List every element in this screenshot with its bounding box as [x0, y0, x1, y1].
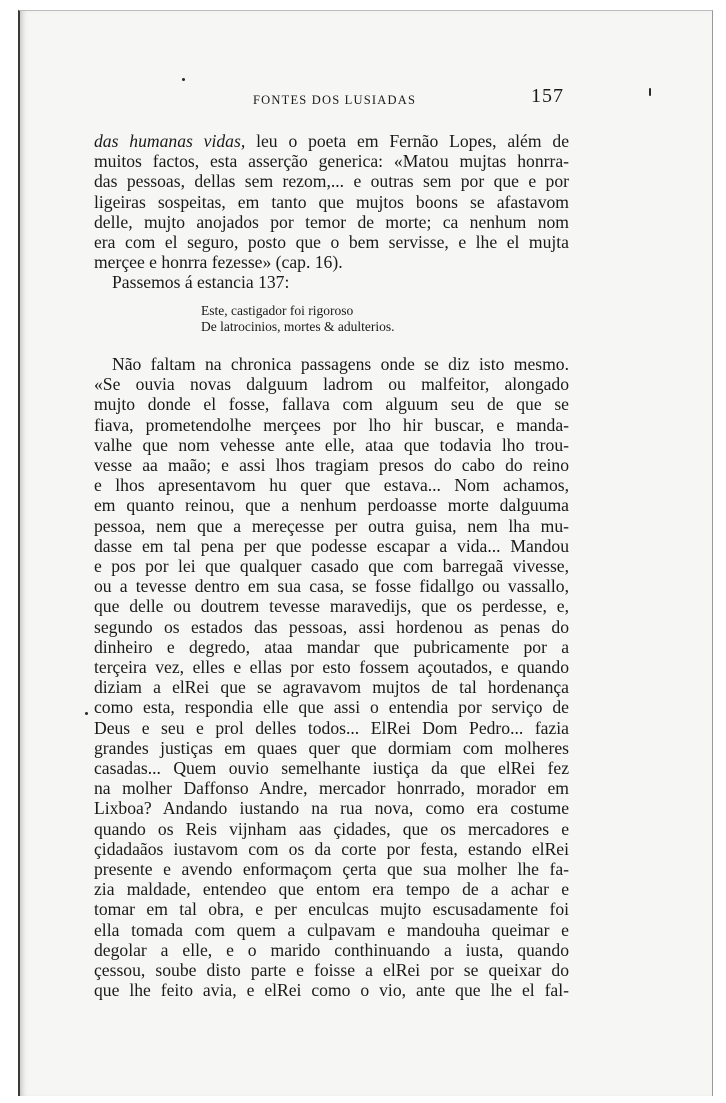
- paragraph-2-line: diziam a elRei que se agravavom mujtos de tal hordenança: [94, 677, 569, 698]
- paragraph-2-line: presente e avendo enformaçom çerta que sua molher lhe fa-: [94, 859, 569, 880]
- paragraph-2-line: ella tomada com quem a culpavam e mandouha queimar e: [94, 919, 569, 940]
- paragraph-2-line: Lixboa? Andando iustando na rua nova, como era costume: [94, 798, 569, 819]
- paragraph-2-line: Não faltam na chronica passagens onde se diz isto mesmo.: [112, 354, 569, 374]
- paragraph-1-line-1-rest: leu o poeta em Fernão Lopes, além de: [245, 131, 570, 151]
- paragraph-2-line: e lhos apresentavom hu quer que estava... Nom achamos,: [94, 475, 569, 496]
- intro-line: Passemos á estancia 137:: [112, 272, 290, 293]
- paragraph-2-line: que delle ou doutrem tevesse maravedijs, que os perdesse, e,: [94, 596, 569, 617]
- verse-quotation: [201, 303, 394, 334]
- paragraph-1-line: ligeiras sospeitas, em tanto que mujtos boons se afastavom: [94, 191, 569, 212]
- page-number: 157: [531, 85, 564, 107]
- verse-line: De latrocinios, mortes & adulterios.: [201, 318, 395, 334]
- paragraph-2-line: como esta, respondia elle que assi o entendia por serviço de: [94, 697, 569, 718]
- paragraph-1-line-1: [94, 131, 569, 151]
- paragraph-2: [94, 354, 569, 1001]
- paragraph-2-line: e pos por lei que qualquer casado que com barregaã vivesse,: [94, 556, 569, 577]
- paragraph-2-line: degolar a elle, e o marido conthinuando a iusta, quando: [94, 939, 569, 960]
- paragraph-2-line: grandes justiças em quaes quer que dormiam com molheres: [94, 737, 569, 758]
- paragraph-2-line: çidadaãos iustavom com os da corte por festa, estando elRei: [94, 838, 569, 859]
- paragraph-2-line: dinheiro e degredo, ataa mandar que pubricamente por a: [94, 636, 569, 657]
- paragraph-2-line: zia maldade, entendeo que entom era tempo de a achar e: [94, 879, 569, 900]
- paragraph-1-line: das pessoas, dellas sem rezom,... e outras sem por que e por: [94, 171, 569, 192]
- speck-mark: [649, 88, 651, 96]
- paragraph-2-line: mujto donde el fosse, fallava com alguum seu de que se: [94, 394, 569, 415]
- speck-mark: [182, 78, 185, 81]
- verse-line: Este, castigador foi rigoroso: [201, 303, 354, 318]
- paragraph-1: [94, 131, 569, 293]
- paragraph-2-line: na molher Daffonso Andre, mercador honrrado, morador em: [94, 778, 569, 799]
- paragraph-2-line: «Se ouvia novas dalguum ladrom ou malfeitor, alongado: [94, 374, 569, 395]
- paragraph-2-line: quando os Reis vijnham aas çidades, que os mercadores e: [94, 818, 569, 839]
- paragraph-2-line: tomar em tal obra, e per enculcas mujto escusadamente foi: [94, 899, 569, 920]
- paragraph-2-line: Deus e seu e prol delles todos... ElRei Dom Pedro... fazia: [94, 717, 569, 738]
- speck-mark: [85, 712, 88, 715]
- paragraph-2-line: valhe que nom vehesse ante elle, ataa que todavia lho trou-: [94, 434, 569, 455]
- paragraph-2-line: segundo os estados das pessoas, assi hordenou as penas do: [94, 616, 569, 637]
- paragraph-1-line: era com el seguro, posto que o bem servisse, e lhe el mujta: [94, 232, 569, 253]
- paragraph-1-line: delle, mujto anojados por temor de morte; ca nenhum nom: [94, 211, 569, 232]
- paragraph-2-line: pessoa, nem que a mereçesse per outra guisa, nem lha mu-: [94, 515, 569, 536]
- italic-lead: das humanas vidas,: [94, 131, 246, 151]
- paragraph-1-line: muitos factos, esta asserção generica: «Matou mujtas honrra-: [94, 151, 569, 172]
- paragraph-2-line: ou a tevesse dentro em sua casa, se fosse fidallgo ou vassallo,: [94, 576, 569, 597]
- paragraph-2-line: em quanto reinou, que a nenhum perdoasse morte dalguuma: [94, 495, 569, 516]
- paragraph-2-line: fiava, prometendolhe merçees por lho hir buscar, e manda-: [94, 414, 569, 435]
- paragraph-2-line: çessou, soube disto parte e foisse a elRei por se queixar do: [94, 960, 569, 981]
- paragraph-1-line: merçee e honrra fezesse» (cap. 16).: [94, 252, 343, 273]
- paragraph-2-line: dasse em tal pena per que podesse escapar a vida... Mandou: [94, 535, 569, 556]
- paragraph-2-line: casadas... Quem ouvio semelhante iustiça da que elRei fez: [94, 758, 569, 779]
- running-head: FONTES DOS LUSIADAS: [253, 93, 417, 107]
- paragraph-2-line: terçeira vez, elles e ellas por esto fossem açoutados, e quando: [94, 657, 569, 678]
- paragraph-2-line: vesse aa maão; e assi lhos tragiam presos do cabo do reino: [94, 455, 569, 476]
- paragraph-2-line: que lhe feito avia, e elRei como o vio, ante que lhe el fal-: [94, 980, 569, 1001]
